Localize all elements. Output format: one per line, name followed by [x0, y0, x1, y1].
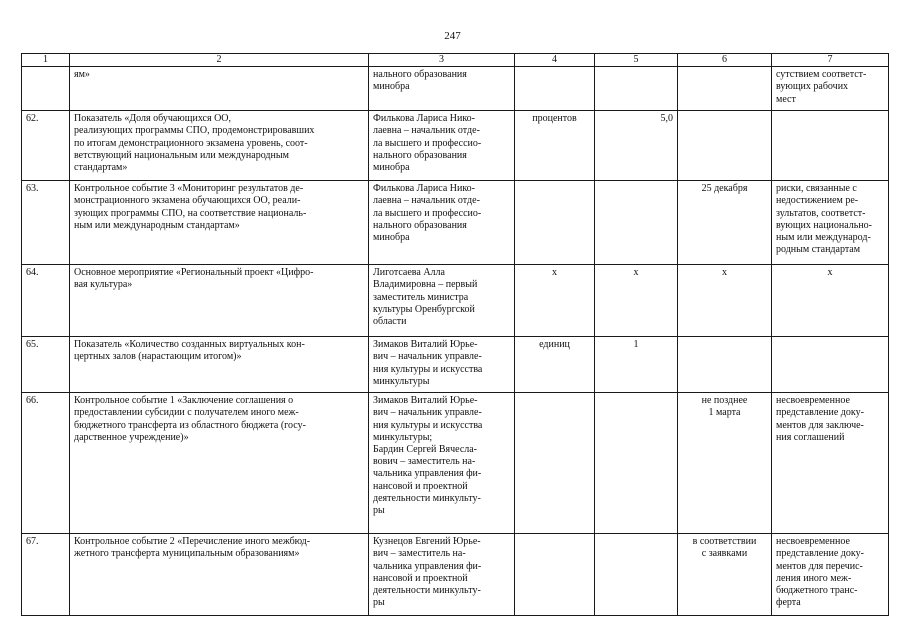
table-row: [22, 265, 889, 337]
table-row: [22, 337, 889, 393]
indicator-cell: Контрольное событие 3 «Мониторинг результатов де- монстрационного экзамена обучающихся ОО, реали- зующих программы СПО, на соответствие националь- ным или международным стандартам»: [70, 181, 369, 265]
deadline-cell: [678, 337, 772, 393]
unit-cell: x: [515, 265, 595, 337]
row-number: 65.: [22, 337, 70, 393]
indicator-cell: Контрольное событие 1 «Заключение соглашения о предоставлении субсидии с получателем иного меж- бюджетного трансферта из областного бюджета (госу- дарственное учреждение)»: [70, 393, 369, 534]
table-row: [22, 181, 889, 265]
deadline-cell: [678, 67, 772, 111]
deadline-cell: не позднее 1 марта: [678, 393, 772, 534]
value-cell: [595, 67, 678, 111]
column-number-row: [22, 54, 889, 67]
indicator-cell: Контрольное событие 2 «Перечисление иного межбюд- жетного трансферта муниципальным образованиям»: [70, 534, 369, 616]
risk-cell: [772, 337, 889, 393]
column-number: 5: [595, 54, 678, 67]
responsible-cell: нального образования минобра: [369, 67, 515, 111]
unit-cell: [515, 534, 595, 616]
responsible-cell: Филькова Лариса Нико- лаевна – начальник отде- ла высшего и профессио- нального образования минобра: [369, 111, 515, 181]
table-row: [22, 111, 889, 181]
responsible-cell: Зимаков Виталий Юрье- вич – начальник управле- ния культуры и искусства минкультуры: [369, 337, 515, 393]
table-row: [22, 534, 889, 616]
unit-cell: [515, 67, 595, 111]
table-row: [22, 67, 889, 111]
responsible-cell: Кузнецов Евгений Юрье- вич – заместитель на- чальника управления фи- нансовой и проектной деятельности минкульту- ры: [369, 534, 515, 616]
row-number: 66.: [22, 393, 70, 534]
unit-cell: единиц: [515, 337, 595, 393]
table-row: [22, 393, 889, 534]
plan-table: [21, 53, 889, 616]
value-cell: 1: [595, 337, 678, 393]
row-number: 64.: [22, 265, 70, 337]
responsible-cell: Лиготсаева Алла Владимировна – первый заместитель министра культуры Оренбургской области: [369, 265, 515, 337]
column-number: 2: [70, 54, 369, 67]
indicator-cell: ям»: [70, 67, 369, 111]
risk-cell: x: [772, 265, 889, 337]
risk-cell: [772, 111, 889, 181]
risk-cell: несвоевременное представление доку- ментов для перечис- ления иного меж- бюджетного транс- ферта: [772, 534, 889, 616]
unit-cell: [515, 393, 595, 534]
column-number: 1: [22, 54, 70, 67]
row-number: 67.: [22, 534, 70, 616]
risk-cell: несвоевременное представление доку- ментов для заключе- ния соглашений: [772, 393, 889, 534]
value-cell: [595, 393, 678, 534]
value-cell: [595, 534, 678, 616]
column-number: 3: [369, 54, 515, 67]
column-number: 6: [678, 54, 772, 67]
unit-cell: процентов: [515, 111, 595, 181]
deadline-cell: в соответствии с заявками: [678, 534, 772, 616]
page-number: 247: [444, 30, 461, 42]
responsible-cell: Филькова Лариса Нико- лаевна – начальник отде- ла высшего и профессио- нального образования минобра: [369, 181, 515, 265]
row-number: [22, 67, 70, 111]
indicator-cell: Основное мероприятие «Региональный проект «Цифро- вая культура»: [70, 265, 369, 337]
deadline-cell: 25 декабря: [678, 181, 772, 265]
row-number: 63.: [22, 181, 70, 265]
column-number: 4: [515, 54, 595, 67]
deadline-cell: x: [678, 265, 772, 337]
deadline-cell: [678, 111, 772, 181]
column-number: 7: [772, 54, 889, 67]
unit-cell: [515, 181, 595, 265]
responsible-cell: Зимаков Виталий Юрье- вич – начальник управле- ния культуры и искусства минкультуры; Бардин Сергей Вячесла- вович – заместитель на- чальника управления фи- нансовой и проектной деятельности минкульту- ры: [369, 393, 515, 534]
value-cell: x: [595, 265, 678, 337]
indicator-cell: Показатель «Доля обучающихся ОО, реализующих программы СПО, продемонстрировавших по итогам демонстрационного экзамена уровень, соот- ветствующий национальным или международным стандартам»: [70, 111, 369, 181]
row-number: 62.: [22, 111, 70, 181]
value-cell: 5,0: [595, 111, 678, 181]
value-cell: [595, 181, 678, 265]
risk-cell: риски, связанные с недостижением ре- зультатов, соответст- вующих национально- ным или международ- родным стандартам: [772, 181, 889, 265]
indicator-cell: Показатель «Количество созданных виртуальных кон- цертных залов (нарастающим итогом)»: [70, 337, 369, 393]
risk-cell: сутствием соответст- вующих рабочих мест: [772, 67, 889, 111]
